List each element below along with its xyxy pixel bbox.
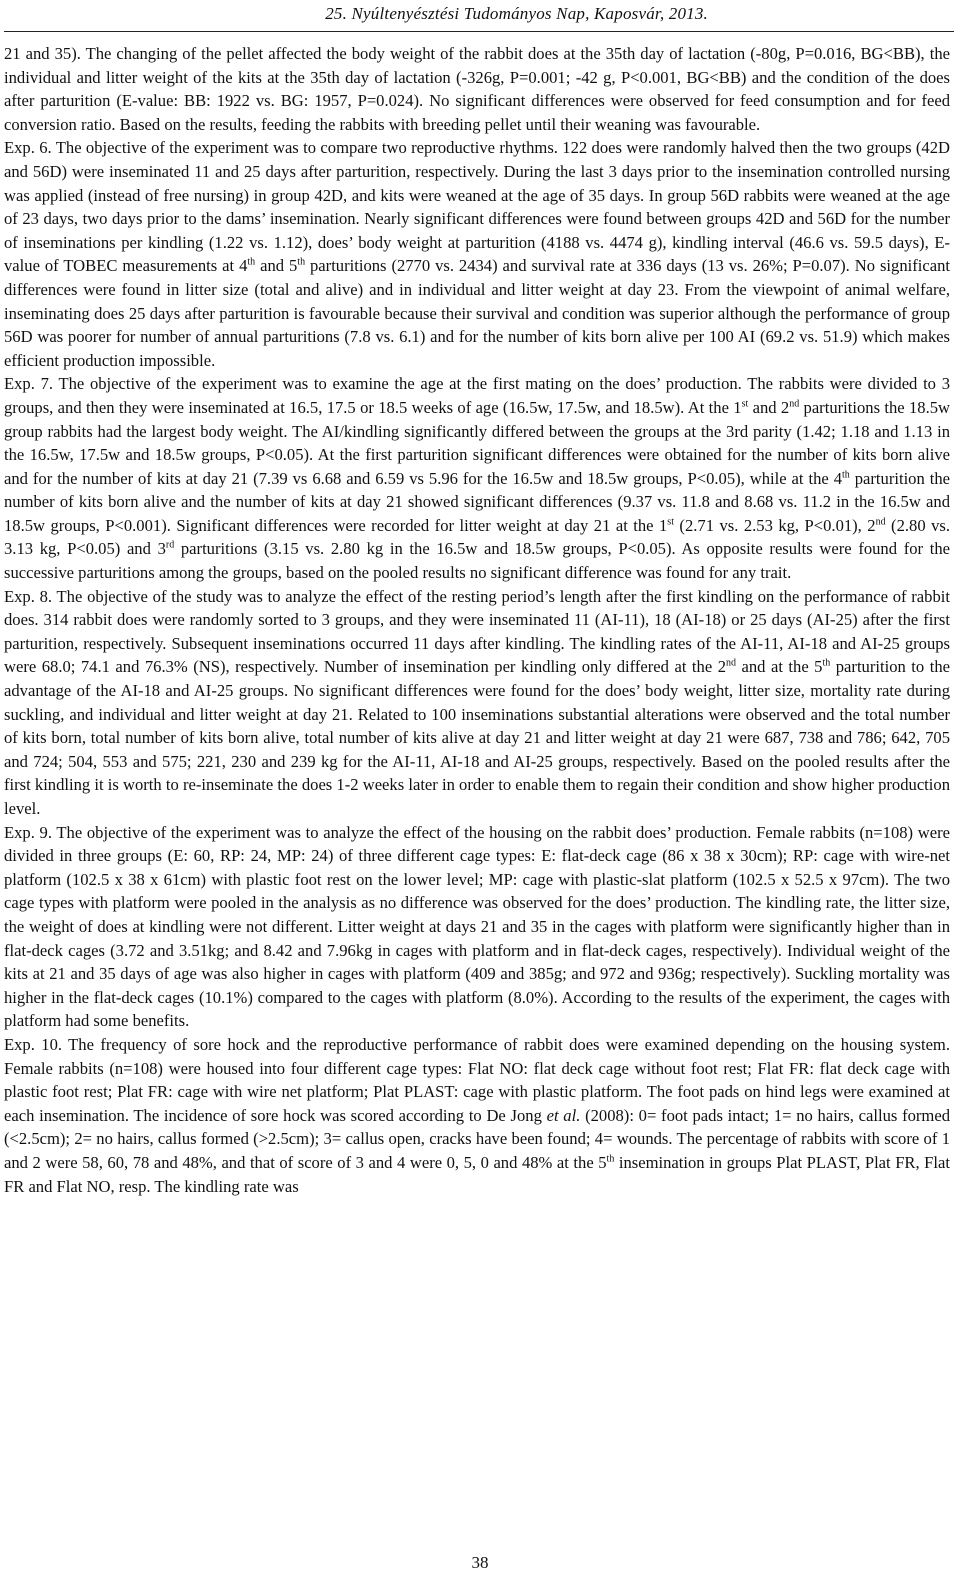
text-run: Exp. 7. The objective of the experiment was to examine the age at the first mating on the does’ production. The rabbits were divided to 3 groups, and then they were inseminated at 16.5, 17.5 or 18.5 weeks of age (16.5w, 17.5w, and 18.5w). At the 1 [4,374,950,417]
text-run: (2.71 vs. 2.53 kg, P<0.01), 2 [673,515,876,535]
paragraph-exp6 [4,136,950,372]
text-run: and 2 [748,397,790,417]
superscript: th [247,256,256,268]
text-run: insemination in groups Plat PLAST, Plat FR, Flat FR and Flat NO, resp. The kindling rate was [4,1152,950,1196]
superscript: th [606,1153,615,1165]
text-run: Exp. 10. The frequency of sore hock and the reproductive performance of rabbit does were examined depending on the housing system. Female rabbits (n=108) were housed into four different cage types: Flat NO: flat deck cage without foot rest; Flat FR: flat deck cage with plastic foot rest; Plat FR: cage with wire net platform; Plat PLAST: cage with plastic platform. The foot pads on hind legs were examined at each insemination. The incidence of sore hock was scored according to De Jong [4,1034,950,1125]
header-rule [4,31,954,32]
text-run: parturitions (2770 vs. 2434) and survival rate at 336 days (13 vs. 26%; P=0.07). No significant differences were found in litter size (total and alive) and in individual and litter weight at day 23. From the viewpoint of animal welfare, inseminating does 25 days after parturition is favourable because their survival and condition was superior although the performance of group 56D was poorer for number of annual parturitions (7.8 vs. 6.1) and for the number of kits born alive per 100 AI (69.2 vs. 51.9) which makes efficient production impossible. [4,256,951,370]
text-run: parturition to the advantage of the AI-18 and AI-25 groups. No significant differences were found for the does’ body weight, litter size, mortality rate during suckling, and individual and litter weight at day 21. Related to 100 inseminations substantial alterations were observed and the total number of kits born, total number of kits born alive, total number of kits alive at day 21 and litter weight at day 21 were 687, 738 and 786; 642, 705 and 724; 504, 553 and 575; 221, 230 and 239 kg for the AI-11, AI-18 and AI-25 groups, respectively. Based on the pooled results after the first kindling it is worth to re-inseminate the does 1-2 weeks later in order to enable them to regain their condition and show higher production level. [4,657,950,818]
text-run: and at the 5 [736,657,823,677]
superscript: th [842,469,850,481]
text-run: Exp. 6. The objective of the experiment was to compare two reproductive rhythms. 122 does were randomly halved then the two groups (42D and 56D) were inseminated 11 and 25 days after parturition, respectively. During the last 3 days prior to the insemination controlled nursing was applied (instead of free nursing) in group 42D, and kits were weaned at the age of 35 days. In group 56D rabbits were weaned at the age of 23 days, two days prior to the dams’ insemination. Nearly significant differences were found between groups 42D and 56D for the number of inseminations per kindling (1.22 vs. 1.12), does’ body weight at parturition (4188 vs. 4474 g), kindling interval (46.6 vs. 59.5 days), E-value of TOBEC measurements at 4 [4,138,950,276]
italic-citation: et al. [546,1105,581,1125]
text-run: (2008): 0= foot pads intact; 1= no hairs, callus formed (<2.5cm); 2= no hairs, callus formed (>2.5cm); 3= callus open, cracks have been found; 4= wounds. The percentage of rabbits with score of 1 and 2 were 58, 60, 78 and 48%, and that of score of 3 and 4 were 0, 5, 0 and 48% at the 5 [4,1105,951,1172]
running-header: 25. Nyúltenyésztési Tudományos Nap, Kaposvár, 2013. [325,4,708,23]
paragraph-exp8 [4,585,950,821]
text-run: Exp. 8. The objective of the study was to analyze the effect of the resting period’s length after the first kindling on the performance of rabbit does. 314 rabbit does were randomly sorted to 3 groups, and they were inseminated 11 (AI-11), 18 (AI-18) or 25 days (AI-25) after the first parturition, respectively. Subsequent inseminations occurred 11 days after kindling. The kindling rates of the AI-11, AI-18 and AI-25 groups were 68.0; 74.1 and 76.3% (NS), respectively. Number of insemination per kindling only differed at the 2 [4,586,950,677]
text-run: (2.80 vs. 3.13 kg, P<0.05) and 3 [4,515,950,559]
superscript: st [667,516,674,528]
superscript: rd [165,539,175,551]
paragraph-exp7 [4,372,950,584]
paragraph-exp5-results: 21 and 35). The changing of the pellet affected the body weight of the rabbit does at the 35th day of lactation (-80g, P=0.016, BG<BB), the individual and litter weight of the kits at the 35th day of lactation (-326g, P=0.001; -42 g, P<0.001, BG<BB) and the condition of the does after parturition (E-value: BB: 1922 vs. BG: 1957, P=0.024). No significant differences were observed for feed consumption and for feed conversion ratio. Based on the results, feeding the rabbits with breeding pellet until their weaning was favourable. [4,44,950,134]
superscript: st [741,398,749,410]
text-run: parturitions the 18.5w group rabbits had the largest body weight. The AI/kindling significantly differed between the groups at the 3rd parity (1.42; 1.18 and 1.13 in the 16.5w, 17.5w and 18.5w groups, P<0.05). At the first parturition significant differences were obtained for the number of kits born alive and for the number of kits at day 21 (7.39 vs 6.68 and 6.59 vs 5.96 for the 16.5w and 18.5w groups, P<0.05), while at the 4 [4,397,950,488]
superscript: nd [726,657,736,669]
paragraph-exp9: Exp. 9. The objective of the experiment was to analyze the effect of the housing on the rabbit does’ production. Female rabbits (n=108) were divided in three groups (E: 60, RP: 24, MP: 24) of three different cage types: E: flat-deck cage (86 x 38 x 30cm); RP: cage with wire-net platform (102.5 x 38 x 61cm) with plastic foot rest on the lower level; MP: cage with plastic-slat platform (102.5 x 52.5 x 97cm). The two cage types with platform were pooled in the analysis as no difference was observed for the does’ production. The kindling rate, the litter size, the weight of does at kindling were not different. Litter weight at days 21 and 35 in the cages with platform were significantly higher than in flat-deck cages (3.72 and 3.51kg; and 8.42 and 7.96kg in cages with platform and in flat-deck cages, respectively). Individual weight of the kits at 21 and 35 days of age was also higher in cages with platform (409 and 385g; and 972 and 936g; respectively). Suckling mortality was higher in the flat-deck cages (10.1%) compared to the cages with platform (8.0%). According to the results of the experiment, the cages with platform had some benefits. [4,822,950,1031]
text-run: parturitions (3.15 vs. 2.80 kg in the 16.5w and 18.5w groups, P<0.05). As opposite results were found for the successive parturitions among the groups, based on the pooled results no significant difference was found for any trait. [4,539,950,583]
superscript: nd [875,516,886,528]
superscript: th [822,657,831,669]
superscript: th [297,256,306,268]
text-run: and 5 [255,256,298,276]
page-number: 38 [471,1553,489,1572]
text-run: parturition the number of kits born alive and the number of kits at day 21 showed significant differences (9.37 vs. 11.8 and 8.68 vs. 11.2 in the 16.5w and 18.5w groups, P<0.001). Significant differences were recorded for litter weight at day 21 at the 1 [4,468,950,535]
paragraph-exp10 [4,1033,950,1198]
page-body [4,42,950,1198]
superscript: nd [789,398,800,410]
